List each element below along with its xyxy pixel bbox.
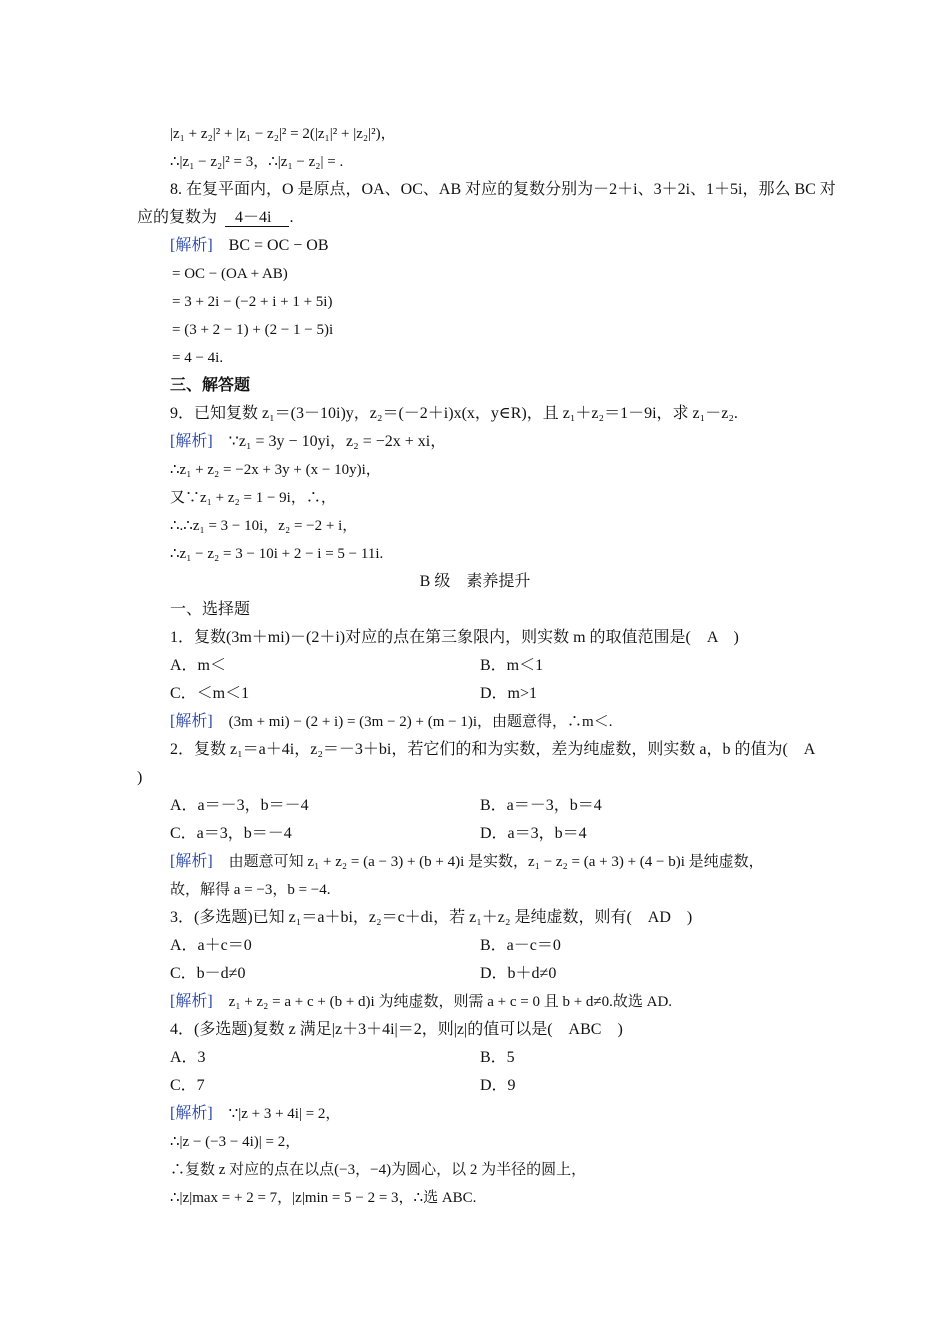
formula-line: ∴复数 z 对应的点在以点(−3，−4)为圆心，以 2 为半径的圆上， [170, 1162, 587, 1178]
analysis-line: [解析] BC = OC − OB [170, 237, 329, 254]
formula-line: |z₁ + z₂|² + |z₁ − z₂|² = 2(|z₁|² + |z₂|²)， [170, 126, 396, 142]
formula-line: = 4 − 4i. [172, 350, 224, 366]
option-d: D．m>1 [480, 685, 538, 702]
formula-line: = (3 + 2 − 1) + (2 − 1 − 5)i [172, 322, 334, 338]
option-b: B．m＜1 [480, 657, 544, 674]
formula-line: = OC − (OA + AB) [172, 266, 288, 282]
analysis-tag: [解析] [170, 993, 213, 1010]
formula-line: ∴|z₁ − z₂|² = 3，∴|z₁ − z₂| = . [170, 154, 344, 170]
option-b: B．a－c＝0 [480, 937, 561, 954]
analysis-line: [解析] ∵|z + 3 + 4i| = 2， [170, 1105, 341, 1122]
subsection-heading: 一、选择题 [170, 601, 251, 618]
option-a: A．a＋c＝0 [170, 937, 252, 954]
analysis-tag: [解析] [170, 237, 213, 254]
level-heading: B 级 素养提升 [419, 573, 531, 590]
question-1-text: 1．复数(3m＋mi)－(2＋i)对应的点在第三象限内，则实数 m 的取值范围是( A ) [170, 629, 739, 646]
option-a: A．a＝－3，b＝－4 [170, 797, 309, 814]
formula-line: ∴z₁ − z₂ = 3 − 10i + 2 − i = 5 − 11i. [170, 546, 384, 562]
formula-line: ∴z₁ + z₂ = −2x + 3y + (x − 10y)i， [170, 462, 381, 478]
option-a: A．3 [170, 1049, 206, 1066]
analysis-line: [解析] ∵z₁ = 3y − 10yi，z₂ = −2x + xi， [170, 433, 447, 450]
question-8-text-cont: 应的复数为 4－4i . [137, 209, 294, 226]
option-d: D．b＋d≠0 [480, 965, 557, 982]
option-c: C．a＝3，b＝－4 [170, 825, 292, 842]
question-9-text: 9．已知复数 z₁＝(3－10i)y，z₂＝(－2＋i)x(x，y∈R)，且 z₁＋z₂＝1－9i，求 z₁－z₂. [170, 405, 738, 422]
formula-line: 故，解得 a = −3，b = −4. [170, 882, 331, 898]
analysis-tag: [解析] [170, 853, 213, 870]
answer-blank: 4－4i [225, 209, 289, 227]
option-c: C．7 [170, 1077, 205, 1094]
analysis-tag: [解析] [170, 433, 213, 450]
analysis-tag: [解析] [170, 1105, 213, 1122]
formula-line: = 3 + 2i − (−2 + i + 1 + 5i) [172, 294, 333, 310]
question-8-text: 8. 在复平面内，O 是原点，OA、OC、AB 对应的复数分别为－2＋i、3＋2i、1＋5i，那么 BC 对 [170, 181, 836, 198]
question-2-text-cont: ) [137, 769, 143, 786]
question-2-text: 2．复数 z₁＝a＋4i，z₂＝－3＋bi，若它们的和为实数，差为纯虚数，则实数 a，b 的值为( A [170, 741, 816, 758]
option-d: D．9 [480, 1077, 516, 1094]
formula-line: 又∵z₁ + z₂ = 1 − 9i，∴， [170, 490, 336, 506]
formula-line: ∴.∴z₁ = 3 − 10i，z₂ = −2 + i， [170, 518, 358, 534]
option-b: B．a＝－3，b＝4 [480, 797, 602, 814]
question-3-text: 3．(多选题)已知 z₁＝a＋bi，z₂＝c＋di，若 z₁＋z₂ 是纯虚数，则有( AD ) [170, 909, 693, 926]
section-heading: 三、解答题 [170, 377, 251, 394]
formula-line: ∴|z|max = + 2 = 7，|z|min = 5 − 2 = 3，∴选 ABC. [170, 1190, 477, 1206]
option-c: C．b－d≠0 [170, 965, 246, 982]
option-b: B．5 [480, 1049, 515, 1066]
option-a: A．m＜ [170, 657, 227, 674]
analysis-line: [解析] (3m + mi) − (2 + i) = (3m − 2) + (m − 1)i，由题意得，∴m＜. [170, 713, 613, 730]
option-c: C．＜m＜1 [170, 685, 250, 702]
question-4-text: 4．(多选题)复数 z 满足|z＋3＋4i|＝2，则|z|的值可以是( ABC ) [170, 1021, 623, 1038]
option-d: D．a＝3，b＝4 [480, 825, 587, 842]
formula-line: ∴|z − (−3 − 4i)| = 2， [170, 1134, 301, 1150]
analysis-tag: [解析] [170, 713, 213, 730]
analysis-line: [解析] 由题意可知 z₁ + z₂ = (a − 3) + (b + 4)i 是实数，z₁ − z₂ = (a + 3) + (4 − b)i 是纯虚数， [170, 853, 764, 870]
analysis-line: [解析] z₁ + z₂ = a + c + (b + d)i 为纯虚数，则需 a + c = 0 且 b + d≠0.故选 AD. [170, 993, 673, 1010]
